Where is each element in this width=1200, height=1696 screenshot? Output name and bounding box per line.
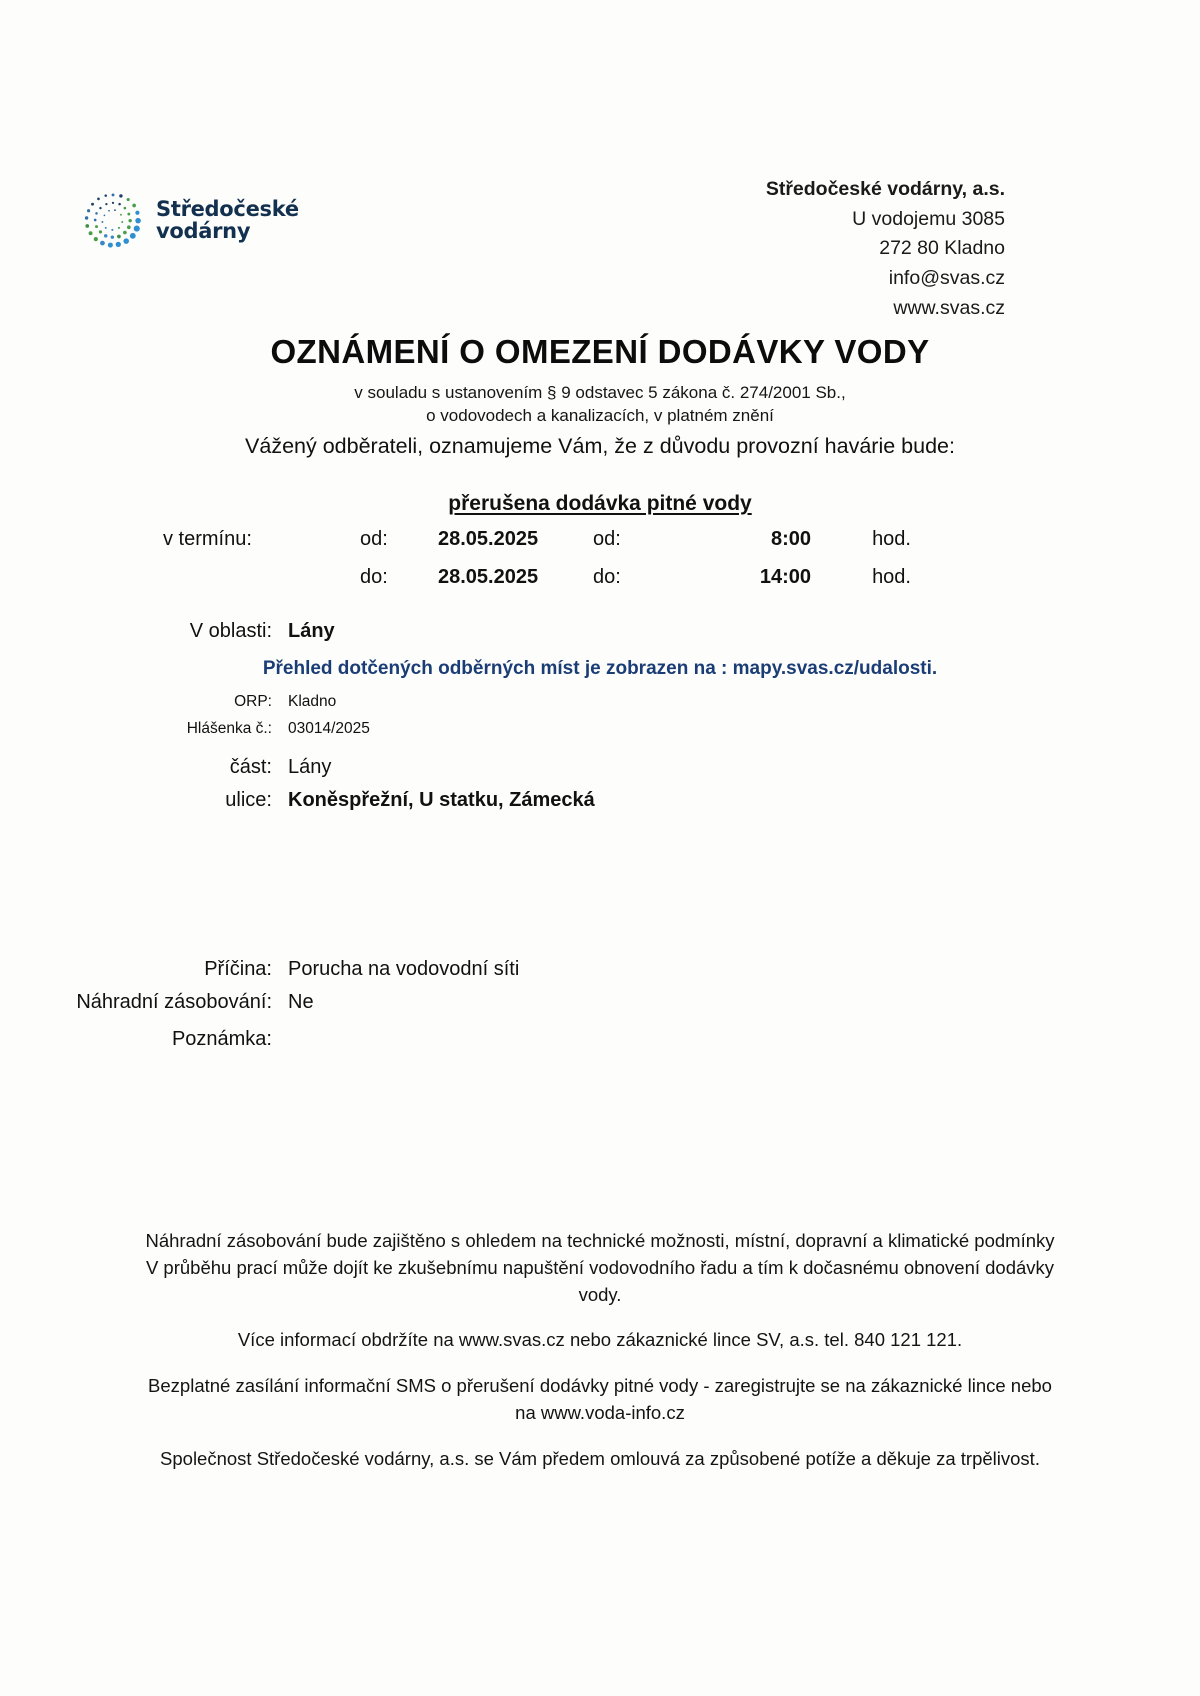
company-website: www.svas.cz	[893, 296, 1005, 319]
cause-label: Příčina:	[204, 958, 272, 980]
company-logo	[80, 187, 299, 253]
report-number-label: Hlášenka č.:	[186, 720, 272, 737]
company-email: info@svas.cz	[888, 266, 1005, 289]
to-date-value: 28.05.2025	[438, 566, 539, 588]
term-label: v termínu:	[163, 528, 252, 550]
company-street: U vodojemu 3085	[852, 207, 1005, 230]
dots-circle-logo-icon	[80, 187, 146, 253]
legal-reference	[0, 382, 1200, 428]
logo-line-2: vodárny	[156, 219, 251, 243]
detail-row-orp	[20, 693, 336, 711]
legal-reference-line-2: o vodovodech a kanalizacích, v platném znění	[426, 405, 774, 425]
interruption-heading-text: přerušena dodávka pitné vody	[448, 492, 752, 515]
part-value: Lány	[288, 756, 332, 778]
detail-row-substitute-supply	[20, 991, 314, 1014]
substitute-supply-label: Náhradní zásobování:	[76, 991, 272, 1013]
detail-row-part	[20, 756, 331, 779]
intro-text: Vážený odběrateli, oznamujeme Vám, že z důvodu provozní havárie bude:	[245, 434, 955, 458]
footer-paragraph-3-line-1: Bezplatné zasílání informační SMS o přerušení dodávky pitné vody - zaregistrujte se na zákaznické lince nebo	[148, 1375, 1052, 1397]
from-time-value: 8:00	[770, 528, 811, 550]
detail-row-note	[20, 1028, 288, 1051]
area-value: Lány	[288, 620, 335, 642]
footer-paragraph-1-line-1: Náhradní zásobování bude zajištěno s ohledem na technické možnosti, místní, dopravní a klimatické podmínky	[145, 1230, 1055, 1251]
report-number-value: 03014/2025	[288, 720, 370, 737]
footer-paragraph-1-line-2: V průběhu prací může dojít ke zkušebnímu napuštění vodovodního řadu a tím k dočasnému obnovení dodávky	[145, 1256, 1055, 1278]
company-name: Středočeské vodárny, a.s.	[765, 178, 1005, 200]
map-reference-note[interactable]: Přehled dotčených odběrných míst je zobrazen na : mapy.svas.cz/udalosti.	[262, 658, 938, 679]
streets-value: Koněspřežní, U statku, Zámecká	[288, 789, 595, 811]
area-label: V oblasti:	[189, 620, 272, 642]
orp-label: ORP:	[234, 693, 272, 710]
part-label: část:	[229, 756, 272, 778]
logo-wordmark	[156, 198, 299, 242]
company-city: 272 80 Kladno	[879, 237, 1005, 260]
from-time-unit: hod.	[872, 528, 911, 550]
document-header	[0, 175, 1200, 319]
logo-line-1: Středočeské	[156, 196, 299, 221]
detail-row-area	[20, 620, 335, 643]
to-date-preposition: do:	[360, 566, 388, 588]
footer-paragraph-1-line-3: vody.	[578, 1283, 622, 1305]
page-title: OZNÁMENÍ O OMEZENÍ DODÁVKY VODY	[270, 333, 930, 370]
substitute-supply-value: Ne	[288, 991, 314, 1013]
footer-notes	[55, 1228, 1145, 1473]
note-label: Poznámka:	[171, 1028, 272, 1050]
legal-reference-line-1: v souladu s ustanovením § 9 odstavec 5 zákona č. 274/2001 Sb.,	[354, 383, 846, 402]
detail-row-streets	[20, 789, 595, 812]
from-date-value: 28.05.2025	[438, 528, 539, 550]
footer-paragraph-4: Společnost Středočeské vodárny, a.s. se Vám předem omlouvá za způsobené potíže a děkuje za trpělivost.	[160, 1447, 1040, 1469]
streets-label: ulice:	[225, 789, 272, 811]
to-time-unit: hod.	[872, 566, 911, 588]
detail-row-cause	[20, 958, 519, 981]
term-row-to	[360, 566, 960, 589]
footer-paragraph-2: Více informací obdržíte na www.svas.cz nebo zákaznické lince SV, a.s. tel. 840 121 121.	[237, 1329, 963, 1351]
company-address-block	[766, 175, 1005, 323]
to-time-value: 14:00	[759, 566, 811, 588]
term-row-from	[360, 528, 960, 551]
cause-value: Porucha na vodovodní síti	[288, 958, 520, 980]
footer-paragraph-3-line-2: na www.voda-info.cz	[515, 1402, 685, 1424]
interruption-heading	[0, 492, 1200, 516]
from-date-preposition: od:	[360, 528, 388, 550]
orp-value: Kladno	[288, 693, 337, 710]
detail-row-report-number	[20, 720, 370, 738]
from-time-preposition: od:	[593, 528, 621, 550]
to-time-preposition: do:	[593, 566, 621, 588]
